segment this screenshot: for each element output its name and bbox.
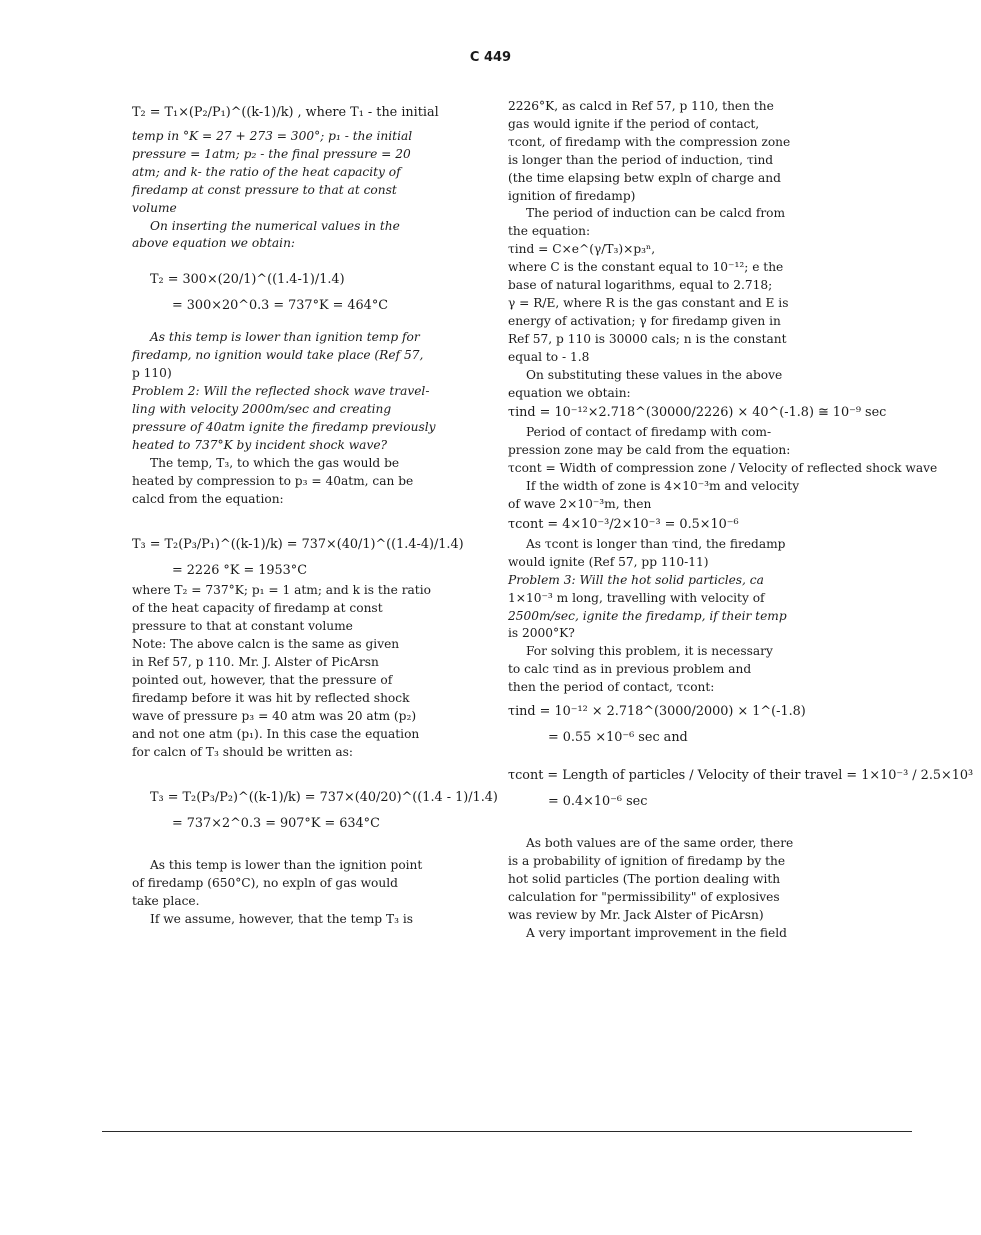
- text-line: As τcont is longer than τind, the firedamp: [526, 536, 786, 551]
- right-column: [508, 98, 974, 943]
- text-line: A very important improvement in the field: [526, 925, 787, 940]
- text-line: firedamp before it was hit by reflected shock: [132, 690, 410, 705]
- text-line: base of natural logarithms, equal to 2.718;: [508, 278, 773, 293]
- text-line: As this temp is lower than ignition temp for: [150, 330, 420, 345]
- text-line: above equation we obtain:: [132, 236, 296, 251]
- text-line: where T₂ = 737°K; p₁ = 1 atm; and k is the ratio: [132, 583, 431, 598]
- text-line: pressure of 40atm ignite the firedamp previously: [132, 419, 436, 434]
- spacer: [508, 749, 823, 761]
- text-line: On substituting these values in the above: [526, 367, 783, 382]
- text-line: If the width of zone is 4×10⁻³m and velocity: [526, 479, 800, 494]
- text-line: The temp, T₃, to which the gas would be: [150, 455, 400, 470]
- spacer: [132, 761, 462, 783]
- spacer: [132, 835, 462, 857]
- footer-rule: [102, 1131, 912, 1132]
- spacer: [132, 317, 462, 329]
- text-line: Problem 3: Will the hot solid particles, ca: [508, 572, 764, 587]
- equation-line: = 0.55 ×10⁻⁶ sec and: [548, 730, 688, 746]
- text-line: τcont, of firedamp with the compression zone: [508, 134, 791, 149]
- text-line: volume: [132, 200, 177, 215]
- text-line: heated by compression to p₃ = 40atm, can be: [132, 473, 414, 488]
- page-header-id: C 449: [469, 50, 512, 65]
- text-line: and not one atm (p₁). In this case the equation: [132, 726, 420, 741]
- text-line: The period of induction can be calcd from: [526, 206, 786, 221]
- text-line: 2226°K, as calcd in Ref 57, p 110, then the: [508, 99, 774, 113]
- text-line: temp in °K = 27 + 273 = 300°; p₁ - the initial: [132, 129, 413, 143]
- equation-line: τind = 10⁻¹² × 2.718^(3000/2000) × 1^(-1.8): [508, 704, 806, 720]
- text-line: would ignite (Ref 57, pp 110-11): [508, 554, 709, 569]
- equation-line: = 0.4×10⁻⁶ sec: [548, 794, 648, 810]
- text-line: was review by Mr. Jack Alster of PicArsn): [508, 907, 764, 922]
- text-line: On inserting the numerical values in the: [150, 218, 400, 233]
- equation-line: T₃ = T₂(P₃/P₁)^((k-1)/k) = 737×(40/1)^((1.4-4)/1.4): [132, 537, 464, 553]
- text-line: equal to - 1.8: [508, 349, 590, 364]
- text-line: Ref 57, p 110 is 30000 cals; n is the constant: [508, 331, 787, 346]
- text-line: is a probability of ignition of firedamp by the: [508, 854, 786, 868]
- text-line: of firedamp (650°C), no expln of gas would: [132, 876, 398, 891]
- text-line: 1×10⁻³ m long, travelling with velocity of: [508, 590, 765, 605]
- text-line: As both values are of the same order, there: [526, 836, 794, 851]
- text-line: 2500m/sec, ignite the firedamp, if their temp: [508, 608, 787, 623]
- text-line: For solving this problem, it is necessary: [526, 644, 773, 659]
- text-line: τind = C×e^(γ/T₃)×p₃ⁿ,: [508, 242, 656, 257]
- equation-line: = 300×20^0.3 = 737°K = 464°C: [172, 298, 389, 314]
- text-line: pression zone may be cald from the equation:: [508, 443, 791, 458]
- text-line: wave of pressure p₃ = 40 atm was 20 atm (p₂): [132, 708, 417, 723]
- text-line: pressure to that at constant volume: [132, 619, 353, 634]
- text-line: of the heat capacity of firedamp at const: [132, 601, 383, 616]
- text-line: pressure = 1atm; p₂ - the final pressure = 20: [132, 146, 411, 161]
- left-column: [132, 98, 498, 929]
- text-line: p 110): [132, 366, 172, 381]
- text-line: the equation:: [508, 224, 591, 239]
- text-line: pointed out, however, that the pressure of: [132, 672, 393, 687]
- text-line: As this temp is lower than the ignition point: [150, 858, 423, 873]
- text-line: calculation for "permissibility" of explosives: [508, 889, 780, 904]
- text-line: then the period of contact, τcont:: [508, 680, 715, 695]
- text-line: (the time elapsing betw expln of charge and: [508, 170, 781, 185]
- text-line: gas would ignite if the period of contact,: [508, 116, 760, 131]
- text-line: calcd from the equation:: [132, 491, 284, 506]
- text-line: firedamp, no ignition would take place (Ref 57,: [132, 348, 424, 363]
- text-line: of wave 2×10⁻³m, then: [508, 497, 652, 512]
- text-line: Period of contact of firedamp with com-: [526, 425, 772, 440]
- equation-line: = 737×2^0.3 = 907°K = 634°C: [172, 816, 380, 832]
- equation-line: T₂ = 300×(20/1)^((1.4-1)/1.4): [150, 272, 345, 288]
- text-line: atm; and k- the ratio of the heat capacity of: [132, 164, 401, 179]
- text-line: is longer than the period of induction, τind: [508, 152, 774, 167]
- text-line: If we assume, however, that the temp T₃ is: [150, 912, 414, 927]
- text-line: τcont = Width of compression zone / Velocity of reflected shock wave: [508, 461, 938, 476]
- equation-line: τcont = 4×10⁻³/2×10⁻³ = 0.5×10⁻⁶: [508, 516, 739, 532]
- text-line: to calc τind as in previous problem and: [508, 662, 752, 677]
- text-line: ling with velocity 2000m/sec and creating: [132, 401, 392, 416]
- text-line: firedamp at const pressure to that at const: [132, 182, 397, 197]
- text-line: γ = R/E, where R is the gas constant and E is: [508, 295, 789, 310]
- equation-line: τind = 10⁻¹²×2.718^(30000/2226) × 40^(-1.8) ≅ 10⁻⁹ sec: [508, 405, 887, 421]
- text-line: hot solid particles (The portion dealing with: [508, 871, 781, 886]
- text-line: in Ref 57, p 110. Mr. J. Alster of PicArsn: [132, 655, 379, 670]
- spacer: [508, 813, 823, 835]
- text-line: Note: The above calcn is the same as given: [132, 637, 400, 652]
- spacer: [132, 253, 462, 265]
- text-line: take place.: [132, 894, 200, 909]
- equation-line: T₂ = T₁×(P₂/P₁)^((k-1)/k) , where T₁ - the initial: [132, 105, 439, 120]
- text-line: Problem 2: Will the reflected shock wave travel-: [132, 384, 430, 399]
- text-line: where C is the constant equal to 10⁻¹²; e the: [508, 260, 784, 275]
- equation-line: = 2226 °K = 1953°C: [172, 563, 307, 579]
- text-line: for calcn of T₃ should be written as:: [132, 744, 353, 759]
- text-line: equation we obtain:: [508, 385, 631, 400]
- text-line: is 2000°K?: [508, 626, 575, 641]
- text-line: energy of activation; γ for firedamp given in: [508, 313, 781, 328]
- spacer: [132, 508, 462, 530]
- text-line: ignition of firedamp): [508, 188, 636, 203]
- equation-line: T₃ = T₂(P₃/P₂)^((k-1)/k) = 737×(40/20)^((1.4 - 1)/1.4): [150, 790, 498, 806]
- equation-line: τcont = Length of particles / Velocity of their travel = 1×10⁻³ / 2.5×10³: [508, 768, 974, 784]
- text-line: heated to 737°K by incident shock wave?: [132, 437, 388, 452]
